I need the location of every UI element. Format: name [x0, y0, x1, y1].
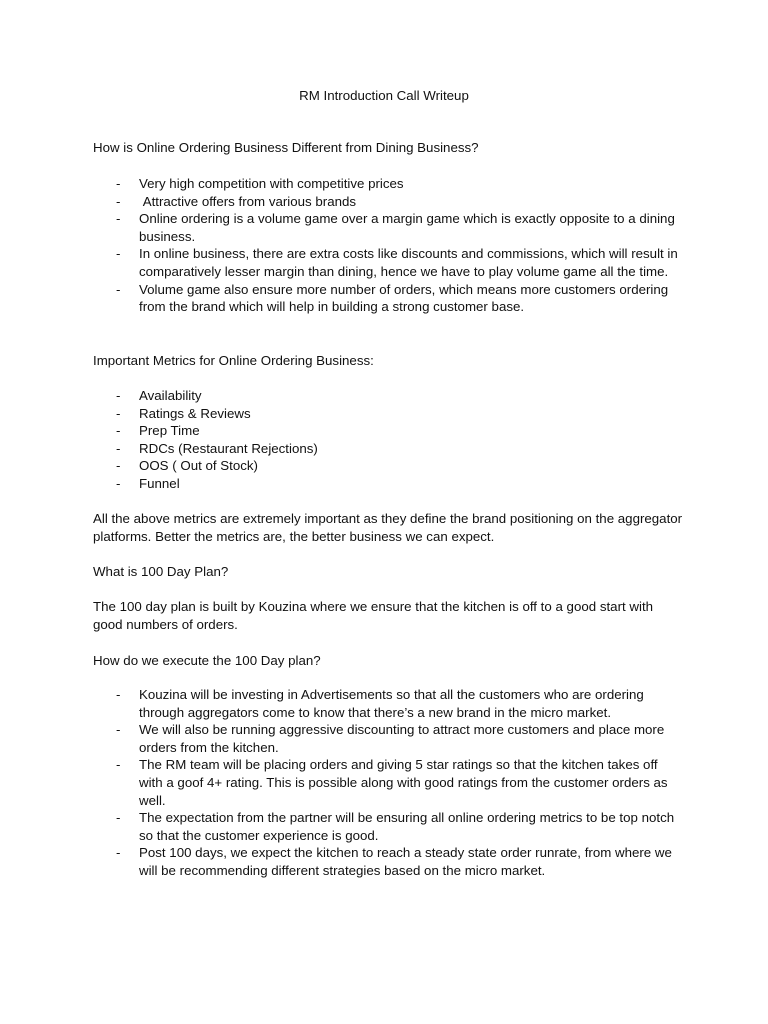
list-item	[93, 405, 683, 423]
bullet-list-execute-plan	[93, 686, 683, 880]
list-item	[93, 422, 683, 440]
bullet-dash: -	[116, 757, 121, 773]
list-item-text: Online ordering is a volume game over a margin game which is exactly opposite to a dining business.	[139, 211, 675, 244]
bullet-dash: -	[116, 440, 121, 456]
list-item-text: Availability	[139, 388, 202, 403]
list-item	[93, 844, 683, 879]
list-item-text: OOS ( Out of Stock)	[139, 458, 258, 474]
list-item	[93, 809, 683, 844]
bullet-dash: -	[116, 722, 121, 738]
list-item-text: Ratings & Reviews	[139, 405, 251, 421]
section-heading-execute-plan: How do we execute the 100 Day plan?	[93, 653, 321, 668]
bullet-list-metrics	[93, 387, 683, 493]
metrics-note-paragraph: All the above metrics are extremely important as they define the brand positioning on the aggregator platforms. Better the metrics are, the better business we can expect.	[93, 511, 683, 544]
bullet-list-online-vs-dining	[93, 175, 683, 316]
list-item-text: In online business, there are extra costs like discounts and commissions, which will result in comparatively lesser margin than dining, hence we have to play volume game all the time.	[139, 246, 678, 279]
list-item-text: Volume game also ensure more number of orders, which means more customers ordering from the brand which will help in building a strong customer base.	[139, 281, 669, 315]
list-item	[93, 440, 683, 458]
list-item-text: Attractive offers from various brands	[139, 193, 357, 209]
section-heading-online-vs-dining: How is Online Ordering Business Different from Dining Business?	[93, 140, 479, 155]
bullet-dash: -	[116, 246, 121, 262]
list-item-text: RDCs (Restaurant Rejections)	[139, 440, 318, 456]
list-item	[93, 245, 683, 280]
list-item	[93, 387, 683, 405]
bullet-dash: -	[116, 687, 121, 702]
list-item-text: The RM team will be placing orders and giving 5 star ratings so that the kitchen takes off with a goof 4+ rating. This is possible along with good ratings from the customer orders as well.	[139, 757, 668, 808]
list-item-text: Post 100 days, we expect the kitchen to reach a steady state order runrate, from where we will be recommending different strategies based on the micro market.	[139, 845, 672, 878]
bullet-dash: -	[116, 405, 121, 421]
list-item	[93, 756, 683, 809]
list-item-text: Funnel	[139, 475, 180, 491]
bullet-dash: -	[116, 845, 121, 861]
list-item-text: We will also be running aggressive discounting to attract more customers and place more orders from the kitchen.	[139, 722, 665, 755]
100-day-plan-paragraph: The 100 day plan is built by Kouzina where we ensure that the kitchen is off to a good start with good numbers of orders.	[93, 599, 654, 632]
document-title: RM Introduction Call Writeup	[299, 88, 469, 103]
section-heading-important-metrics: Important Metrics for Online Ordering Business:	[93, 353, 374, 368]
list-item-text: Very high competition with competitive prices	[139, 176, 404, 191]
bullet-dash: -	[116, 211, 121, 227]
bullet-dash: -	[116, 458, 121, 474]
bullet-dash: -	[116, 423, 121, 439]
list-item	[93, 210, 683, 245]
bullet-dash: -	[116, 810, 121, 826]
bullet-dash: -	[116, 176, 121, 191]
bullet-dash: -	[116, 388, 121, 403]
list-item-text: The expectation from the partner will be ensuring all online ordering metrics to be top notch so that the customer experience is good.	[139, 810, 675, 843]
list-item	[93, 281, 683, 316]
list-item-text: Prep Time	[139, 423, 200, 439]
section-heading-100-day-plan: What is 100 Day Plan?	[93, 564, 229, 579]
bullet-dash: -	[116, 475, 121, 491]
list-item	[93, 686, 683, 721]
bullet-dash: -	[116, 193, 121, 209]
list-item	[93, 457, 683, 475]
list-item	[93, 175, 683, 193]
list-item	[93, 475, 683, 493]
list-item	[93, 721, 683, 756]
list-item-text: Kouzina will be investing in Advertisements so that all the customers who are ordering through aggregators come to know that there’s a new brand in the micro market.	[139, 687, 644, 720]
list-item	[93, 193, 683, 211]
bullet-dash: -	[116, 281, 121, 297]
